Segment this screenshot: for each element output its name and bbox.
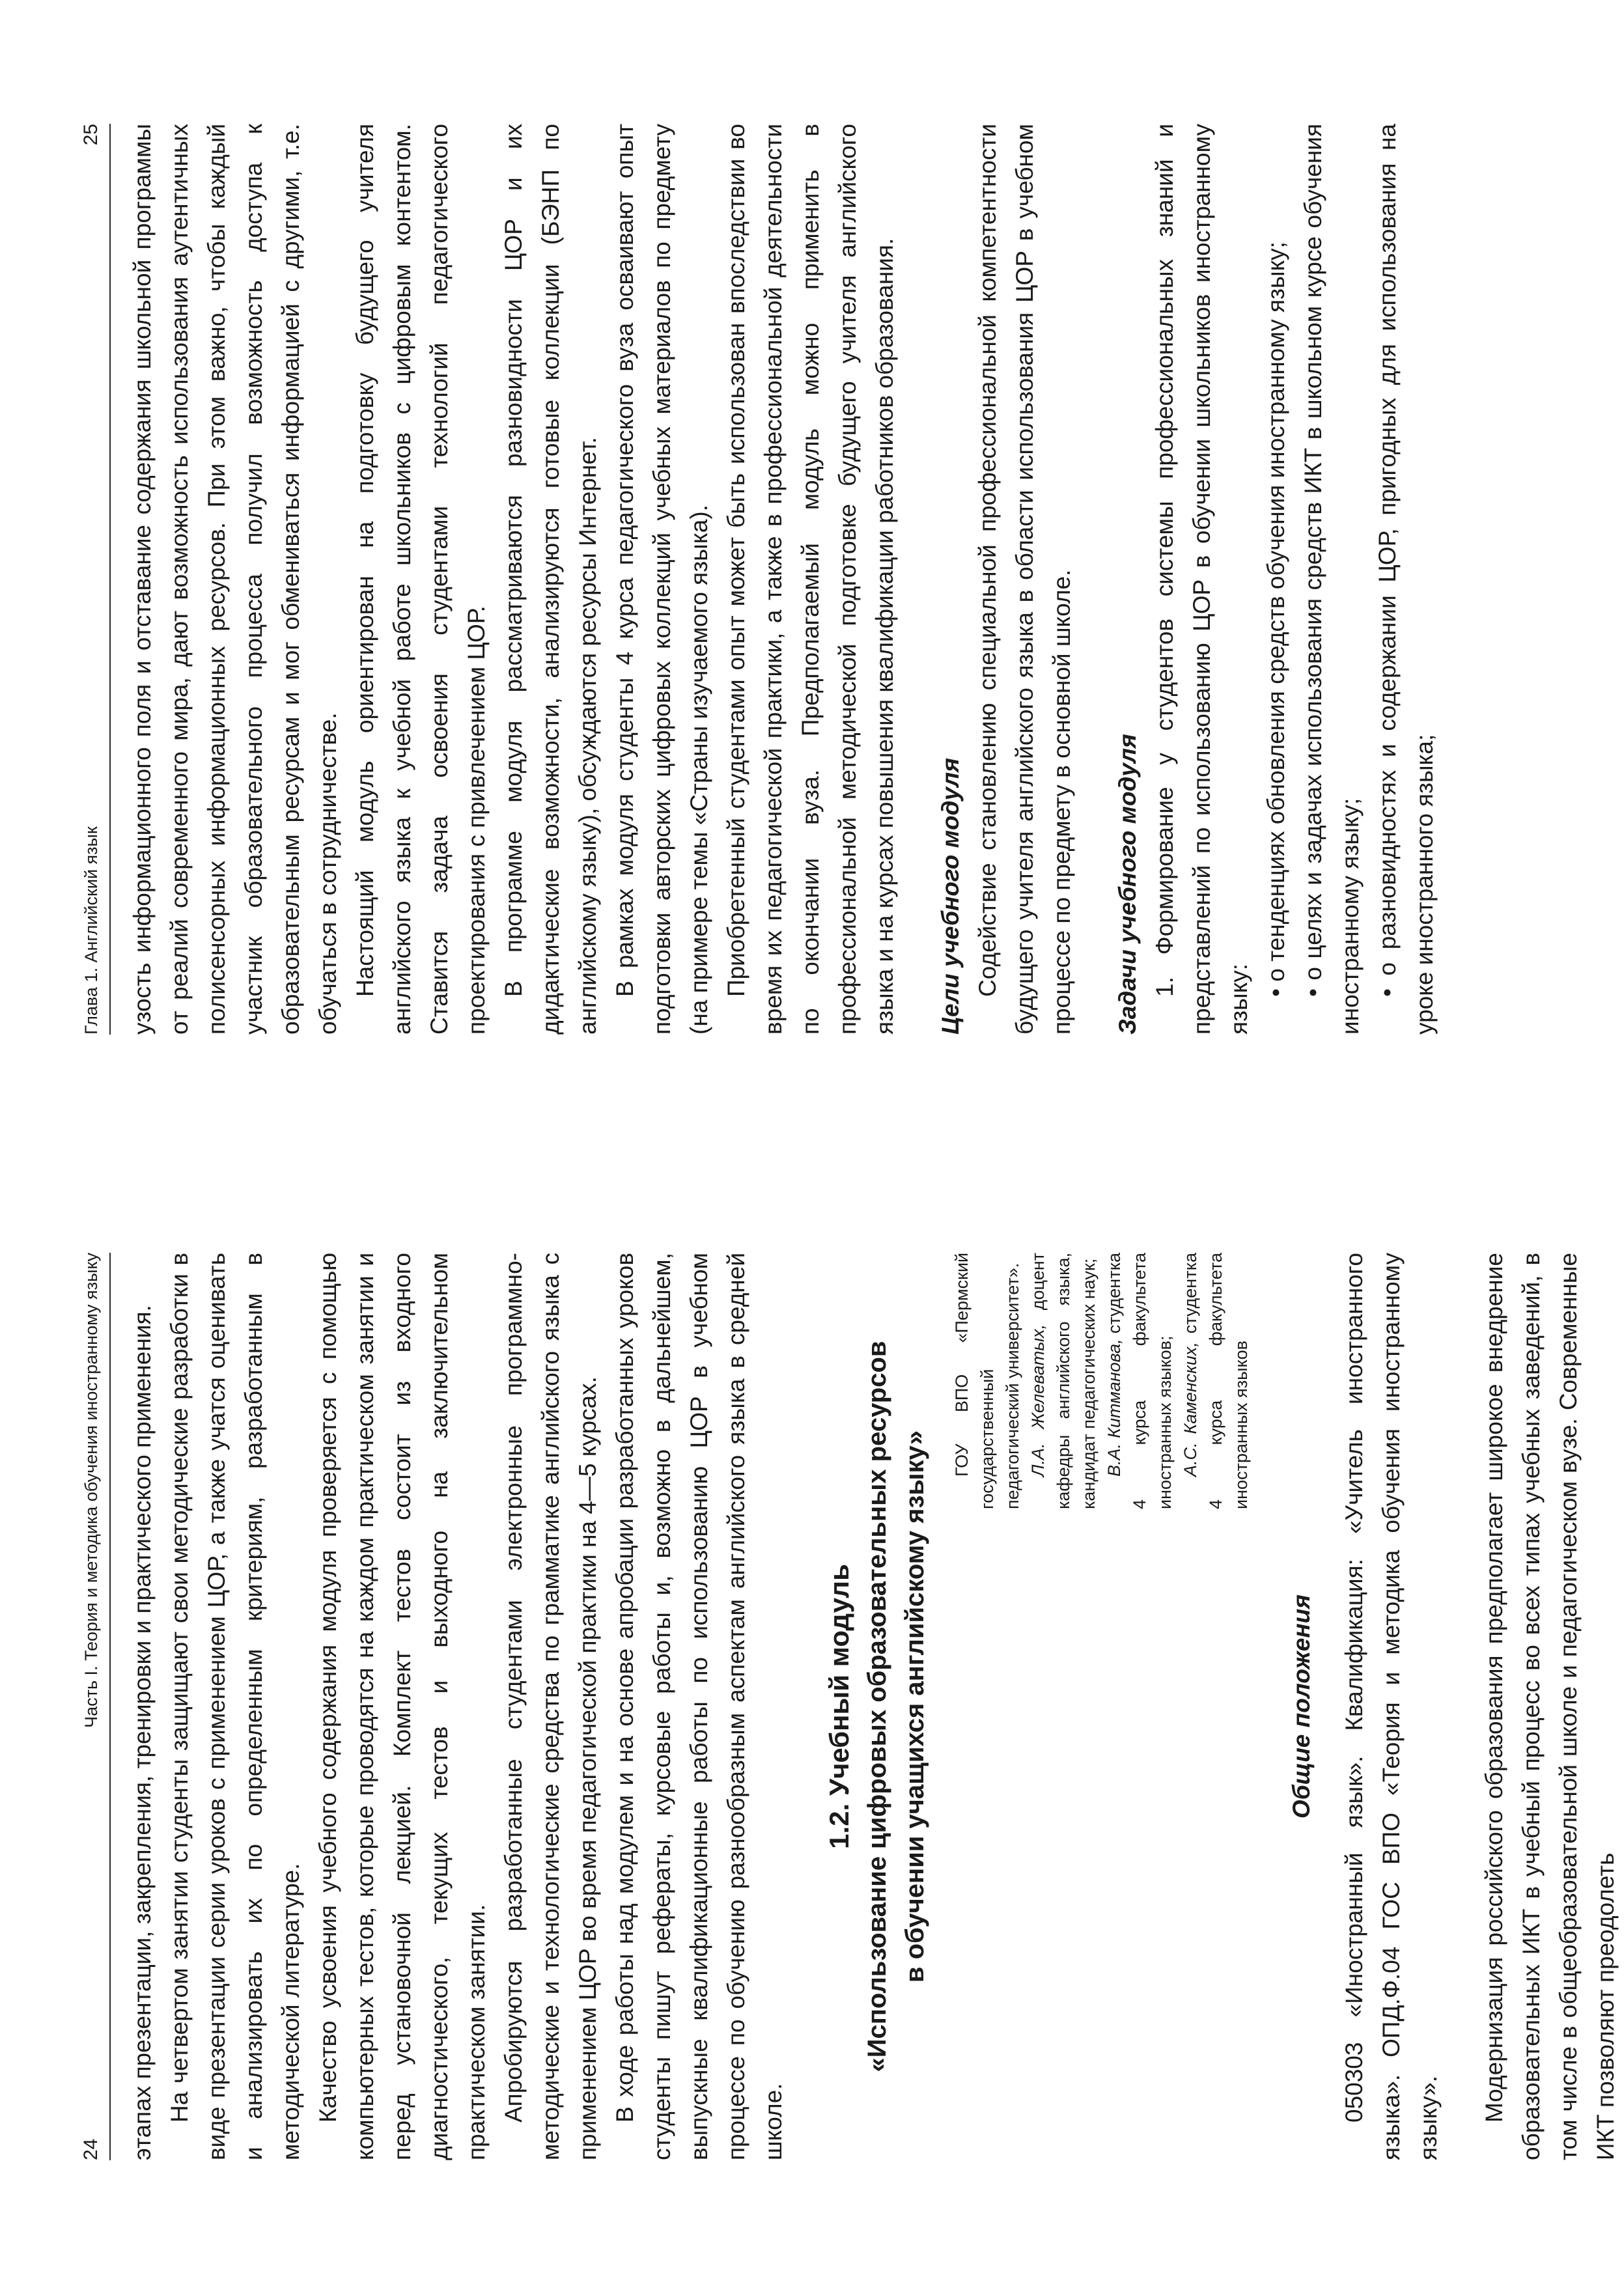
author-role: студентка 4 курса факультета иностранных языков; <box>1104 1253 1175 1509</box>
page-body <box>124 124 1443 1035</box>
page-number: 25 <box>80 124 102 146</box>
paragraph: Модернизация российского образования предполагает широкое внедрение образовательных ИКТ в учебный процесс во всех типах учебных заведений, в том числе в общеобразовательной школе и педагогическом вузе. Современные ИКТ позволяют преодолеть <box>1481 1253 1619 2160</box>
module-title: 1.2. Учебный модуль <box>824 1564 854 1849</box>
author-name: Л.А. Желеватых, <box>1028 1324 1048 1477</box>
paragraph: Приобретенный студентами опыт может быть использован впоследствии во время их педагогической практики, а также в профессиональной деятельности по окончании вуза. Предполагаемый модуль можно применить в профессиональной методической подготовке будущего учителя английского языка и на курсах повышения квалификации работников образования. <box>723 124 898 1035</box>
list-item: • о разновидностях и содержании ЦОР, пригодных для использования на уроке иностранного языка; <box>1369 124 1443 1035</box>
section-heading-tasks: Задачи учебного модуля <box>1114 734 1141 1035</box>
spacer <box>1254 1253 1283 2160</box>
header-rule <box>109 124 111 1035</box>
institution: ГОУ ВПО «Пермский государственный педагогический университет». <box>952 1253 1022 1509</box>
section-heading-general: Общие положения <box>1288 1594 1315 1819</box>
paragraph: В рамках модуля студенты 4 курса педагогического вуза осваивают опыт подготовки авторских цифровых коллекций учебных материалов по предмету (на примере темы «Страны изучаемого языка). <box>611 124 712 1035</box>
author-credit <box>1178 1253 1254 1509</box>
author-name: А.С. Каменских, <box>1181 1342 1200 1477</box>
page-body <box>124 1253 1624 2160</box>
list-item: • о тенденциях обновления средств обучения иностранному языку; <box>1257 124 1295 1035</box>
spacer <box>792 1253 820 2160</box>
paragraph: узость информационного поля и отставание содержания школьной программы от реалий современного мира, дают возможность использования аутентичных полисенсорных информационных ресурсов. При этом важно, чтобы каждый участник образовательного процесса получил возможность доступа к образовательным ресурсам и мог обмениваться информацией с другими, т.е. обучаться в сотрудничестве. <box>129 124 341 1035</box>
spacer <box>1320 1253 1336 2160</box>
author-role: доцент кафедры английского языка, кандидат педагогических наук; <box>1028 1253 1099 1509</box>
paragraph: этапах презентации, закрепления, тренировки и практического применения. <box>129 1305 156 2160</box>
page-24 <box>0 1142 1619 2284</box>
author-credits <box>949 1253 1254 1509</box>
paragraph: В программе модуля рассматриваются разновидности ЦОР и их дидактические возможности, анализируются готовые коллекции (БЭНП по английскому языку), обсуждаются ресурсы Интернет. <box>500 124 601 1035</box>
paragraph: 1. Формирование у студентов системы профессиональных знаний и представлений по использованию ЦОР в обучении школьников иностранному языку: <box>1151 124 1252 1035</box>
section-heading-goals: Цели учебного модуля <box>937 758 964 1035</box>
paragraph: На четвертом занятии студенты защищают свои методические разработки в виде презентации серии уроков с применением ЦОР, а также учатся оценивать и анализировать их по определенным критериям, разработанным в методической литературе. <box>166 1253 304 2160</box>
paragraph: 050303 «Иностранный язык». Квалификация: «Учитель иностранного языка». ОПД.Ф.04 ГОС ВПО «Теория и методика обучения иностранному языку». <box>1341 1253 1442 2160</box>
paragraph: Содействие становлению специальной профессиональной компетентности будущего учителя английского языка в области использования ЦОР в учебном процессе по предмету в основной школе. <box>974 124 1075 1035</box>
paragraph: Апробируются разработанные студентами электронные программно-методические и технологические средства по грамматике английского языка с применением ЦОР во время педагогической практики на 4—5 курсах. <box>500 1253 601 2160</box>
author-credit <box>1026 1253 1102 1509</box>
spacer <box>903 124 932 1035</box>
spacer <box>1080 124 1109 1035</box>
module-title-subtitle: «Использование цифровых образовательных ресурсов <box>863 1341 891 2072</box>
spacer <box>1447 1253 1476 2160</box>
paragraph: В ходе работы над модулем и на основе апробации разработанных уроков студенты пишут рефераты, курсовые работы и, возможно в дальнейшем, выпускные квалификационные работы по использованию ЦОР в учебном процессе по обучению разнообразным аспектам английского языка в средней школе. <box>611 1253 787 2160</box>
page-25 <box>0 0 1615 1142</box>
running-head: Глава 1. Английский язык <box>81 826 101 1035</box>
paragraph: Качество усвоения учебного содержания модуля проверяется с помощью компьютерных тестов, которые проводятся на каждом практическом занятии и перед установочной лекцией. Комплект тестов состоит из входного диагностического, текущих тестов и выходного на заключительном практическом занятии. <box>315 1253 490 2160</box>
list-item: • о целях и задачах использования средств ИКТ в школьном курсе обучения иностранному языку; <box>1295 124 1369 1035</box>
spacer <box>934 1253 949 2160</box>
header-rule <box>109 1253 111 2160</box>
author-role: студентка 4 курса факультета иностранных языков <box>1181 1253 1251 1509</box>
author-credit <box>1102 1253 1178 1509</box>
author-name: В.А. Китманова, <box>1104 1339 1124 1477</box>
paragraph: Настоящий модуль ориентирован на подготовку будущего учителя английского языка к учебной работе школьников с цифровым контентом. Ставится задача освоения студентами технологий педагогического проектирования с привлечением ЦОР. <box>352 124 490 1035</box>
page-number: 24 <box>80 2138 102 2160</box>
running-head: Часть I. Теория и методика обучения иностранному языку <box>81 1253 101 1728</box>
module-title-subtitle: в обучении учащихся английскому языку» <box>901 1430 929 1983</box>
